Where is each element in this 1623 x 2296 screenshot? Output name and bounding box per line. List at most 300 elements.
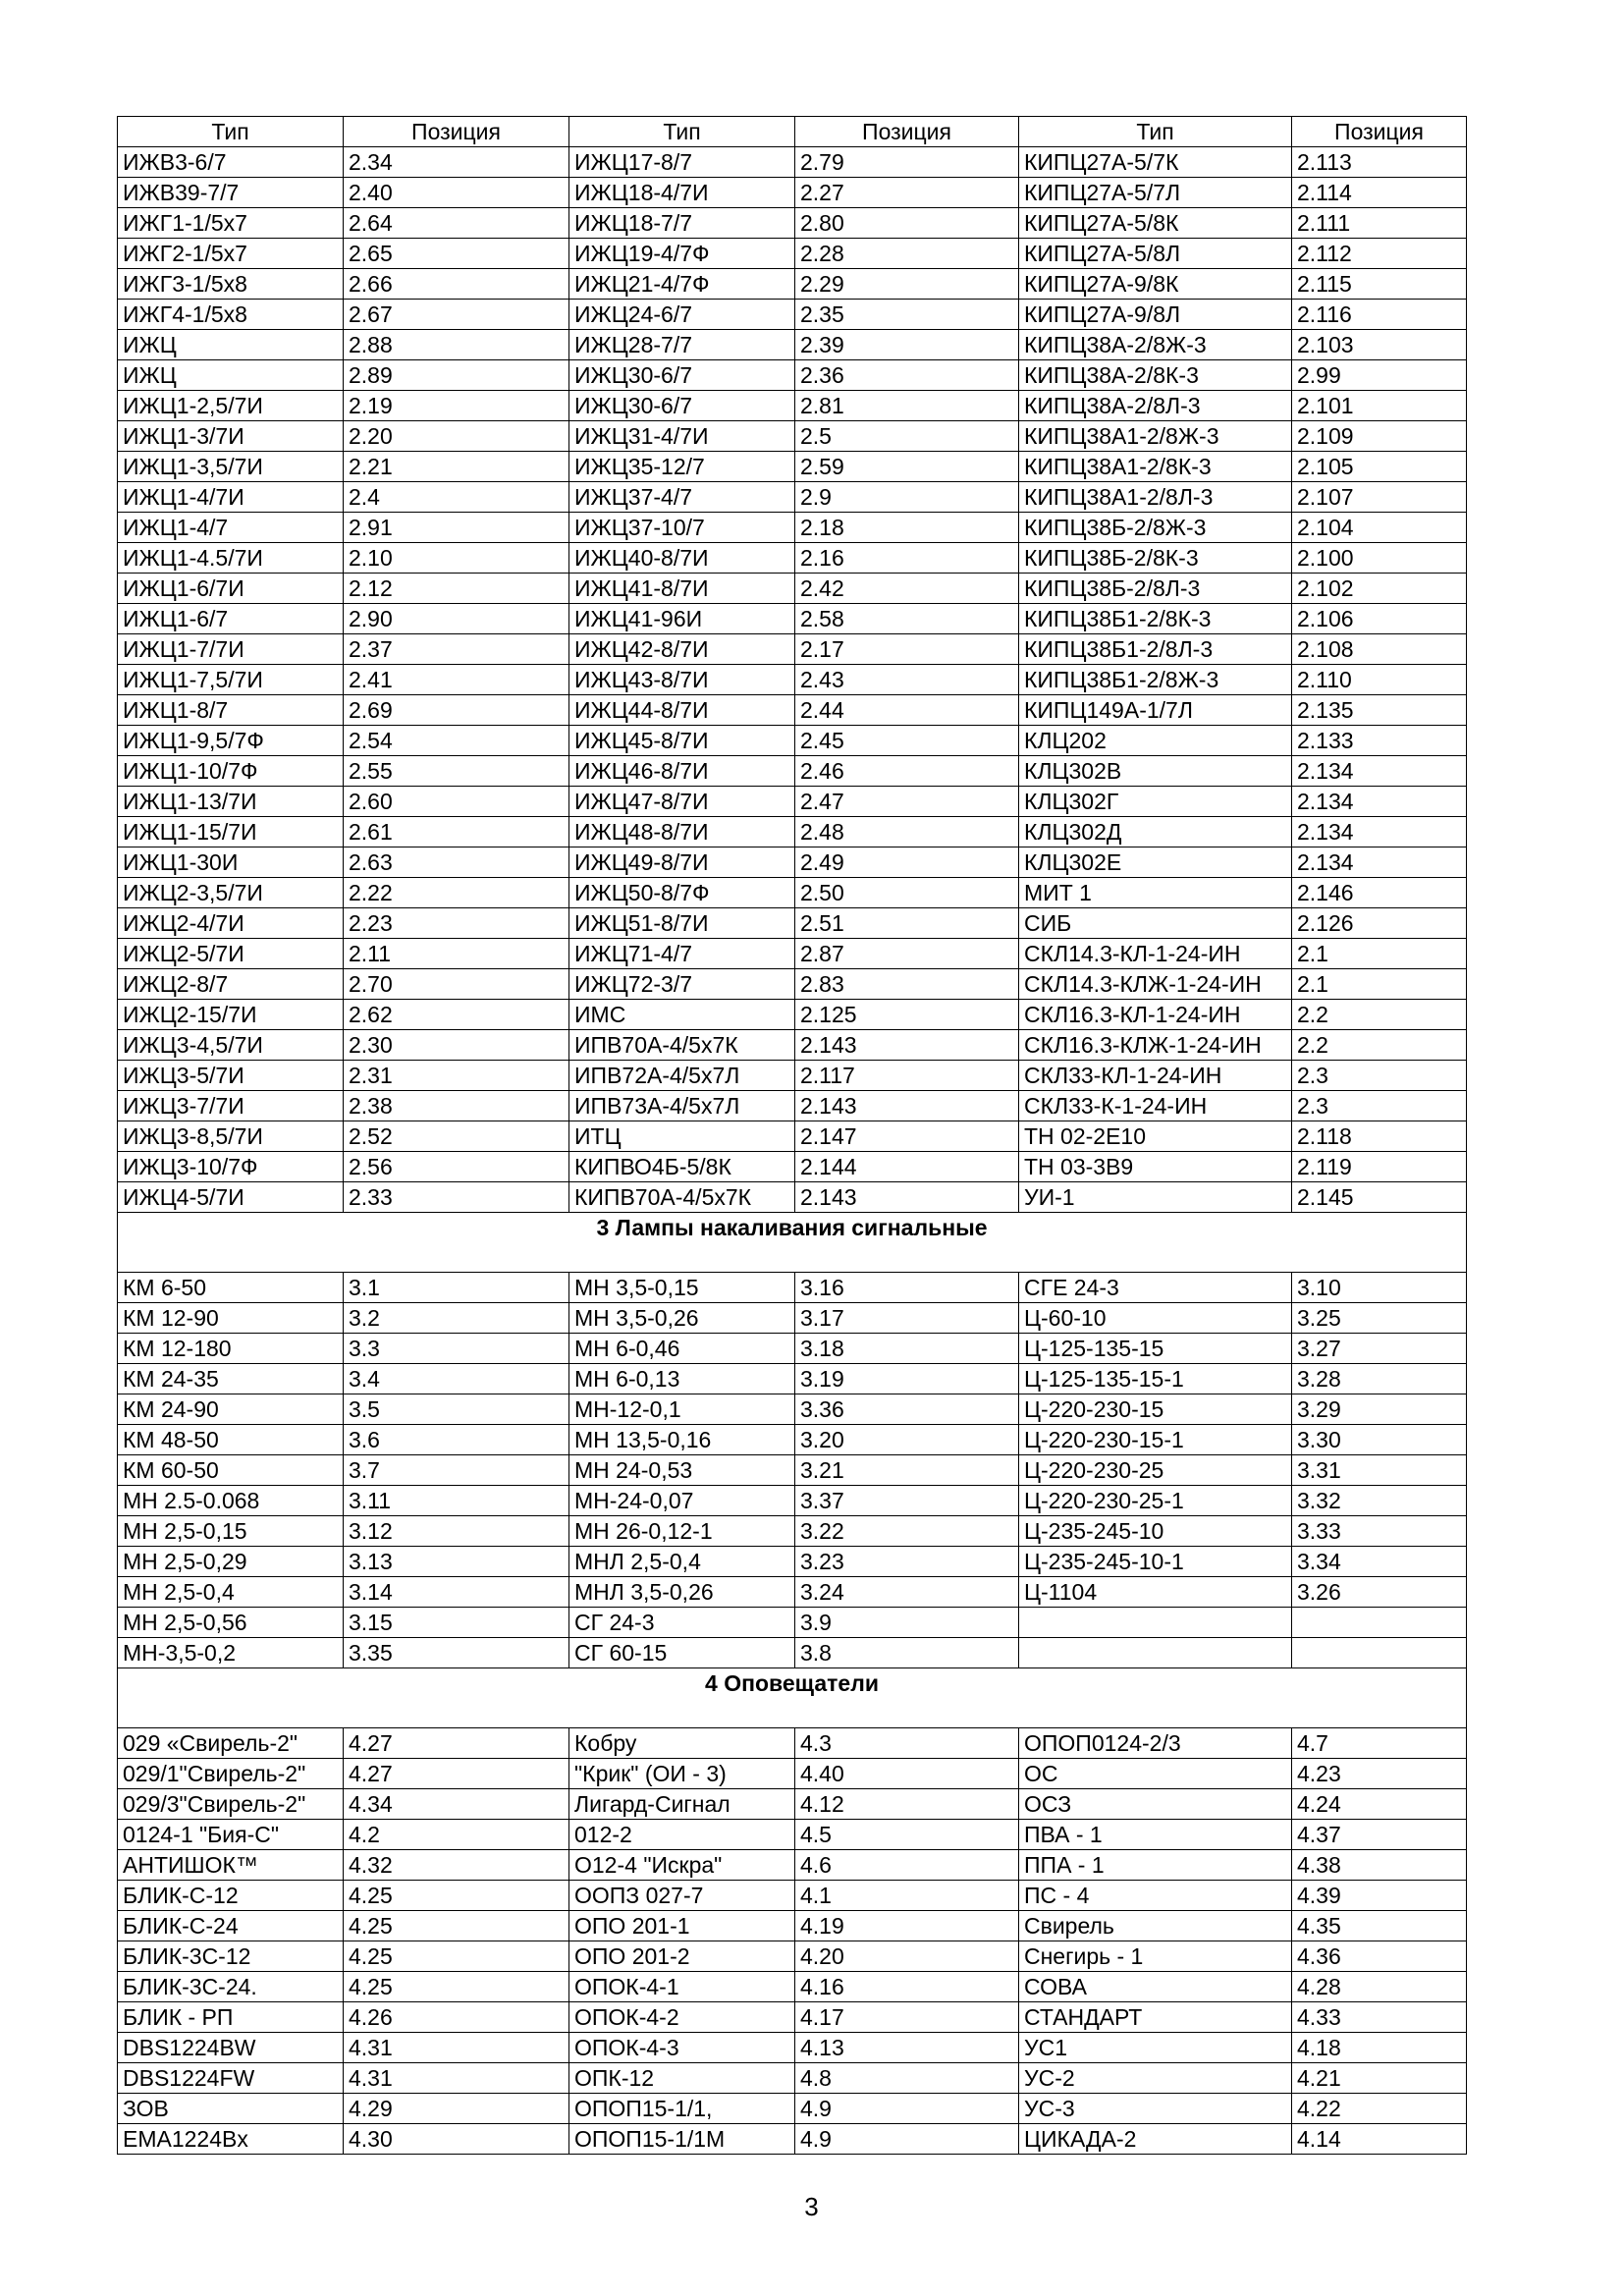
type-cell: ИПВ70А-4/5х7К: [569, 1030, 795, 1061]
position-cell: 2.105: [1292, 452, 1467, 482]
position-cell: 2.111: [1292, 208, 1467, 239]
type-cell: ИЖЦ2-3,5/7И: [118, 878, 344, 908]
type-cell: ИЖЦ1-4/7И: [118, 482, 344, 513]
type-cell: ИЖЦ24-6/7: [569, 300, 795, 330]
position-cell: 4.39: [1292, 1881, 1467, 1911]
position-cell: 2.4: [344, 482, 569, 513]
type-cell: ЗОВ: [118, 2094, 344, 2124]
type-cell: ИЖЦ1-4.5/7И: [118, 543, 344, 574]
position-cell: 2.28: [795, 239, 1019, 269]
position-cell: 2.133: [1292, 726, 1467, 756]
type-cell: ИЖВ39-7/7: [118, 178, 344, 208]
position-cell: 2.91: [344, 513, 569, 543]
type-cell: Ц-1104: [1019, 1577, 1292, 1608]
table-body: [118, 117, 1467, 2155]
type-cell: ИЖЦ: [118, 330, 344, 360]
position-cell: 2.51: [795, 908, 1019, 939]
position-cell: 3.4: [344, 1364, 569, 1394]
table-row: [118, 847, 1467, 878]
table-row: [118, 1273, 1467, 1303]
type-cell: ИЖЦ1-8/7: [118, 695, 344, 726]
position-cell: 2.143: [795, 1182, 1019, 1213]
table-row: [118, 1941, 1467, 1972]
type-cell: 029 «Свирель-2": [118, 1728, 344, 1759]
position-cell: 4.16: [795, 1972, 1019, 2002]
type-cell: ЦИКАДА-2: [1019, 2124, 1292, 2155]
type-cell: "Крик" (ОИ - 3): [569, 1759, 795, 1789]
position-cell: 2.62: [344, 1000, 569, 1030]
position-cell: 2.46: [795, 756, 1019, 787]
type-cell: КМ 12-180: [118, 1334, 344, 1364]
position-cell: 2.61: [344, 817, 569, 847]
position-cell: 4.25: [344, 1881, 569, 1911]
position-cell: 2.38: [344, 1091, 569, 1121]
type-cell: КМ 60-50: [118, 1455, 344, 1486]
type-cell: ОПОП15-1/1,: [569, 2094, 795, 2124]
position-cell: 2.69: [344, 695, 569, 726]
position-cell: 2.119: [1292, 1152, 1467, 1182]
type-cell: ИЖЦ1-3/7И: [118, 421, 344, 452]
position-cell: 3.13: [344, 1547, 569, 1577]
position-cell: 2.58: [795, 604, 1019, 634]
type-cell: БЛИК-С-24: [118, 1911, 344, 1941]
position-cell: 4.22: [1292, 2094, 1467, 2124]
position-cell: 3.27: [1292, 1334, 1467, 1364]
type-cell: 029/3"Свирель-2": [118, 1789, 344, 1820]
type-cell: ИЖГ3-1/5х8: [118, 269, 344, 300]
type-cell: МН 13,5-0,16: [569, 1425, 795, 1455]
position-cell: 3.22: [795, 1516, 1019, 1547]
position-cell: 2.108: [1292, 634, 1467, 665]
position-cell: 3.33: [1292, 1516, 1467, 1547]
type-cell: КИПЦ38Б1-2/8Ж-3: [1019, 665, 1292, 695]
position-cell: 2.99: [1292, 360, 1467, 391]
type-cell: Свирель: [1019, 1911, 1292, 1941]
type-cell: ИЖЦ1-6/7И: [118, 574, 344, 604]
type-cell: ИЖЦ17-8/7: [569, 147, 795, 178]
position-cell: 2.145: [1292, 1182, 1467, 1213]
position-cell: 4.32: [344, 1850, 569, 1881]
type-cell: МН 6-0,13: [569, 1364, 795, 1394]
type-cell: ОПК-12: [569, 2063, 795, 2094]
type-cell: СКЛ14.3-КЛЖ-1-24-ИН: [1019, 969, 1292, 1000]
table-row: [118, 2124, 1467, 2155]
type-cell: ИЖЦ1-3,5/7И: [118, 452, 344, 482]
table-row: [118, 1091, 1467, 1121]
type-cell: ИМС: [569, 1000, 795, 1030]
type-cell: ИЖЦ35-12/7: [569, 452, 795, 482]
type-cell: ИЖЦ28-7/7: [569, 330, 795, 360]
position-cell: 2.12: [344, 574, 569, 604]
position-cell: 2.107: [1292, 482, 1467, 513]
position-cell: 4.31: [344, 2063, 569, 2094]
type-cell: ИЖЦ3-5/7И: [118, 1061, 344, 1091]
section-title-row: [118, 1213, 1467, 1273]
type-cell: МН 2,5-0,4: [118, 1577, 344, 1608]
type-cell: ИЖГ4-1/5х8: [118, 300, 344, 330]
position-cell: 2.80: [795, 208, 1019, 239]
type-cell: МН 2,5-0,56: [118, 1608, 344, 1638]
type-cell: ИЖЦ37-10/7: [569, 513, 795, 543]
table-row: [118, 1850, 1467, 1881]
position-cell: 2.66: [344, 269, 569, 300]
position-cell: 3.36: [795, 1394, 1019, 1425]
position-cell: 2.43: [795, 665, 1019, 695]
position-cell: 2.19: [344, 391, 569, 421]
position-cell: 2.49: [795, 847, 1019, 878]
type-cell: ИЖЦ1-6/7: [118, 604, 344, 634]
type-cell: ИЖЦ1-4/7: [118, 513, 344, 543]
type-cell: СКЛ16.3-КЛЖ-1-24-ИН: [1019, 1030, 1292, 1061]
type-cell: УИ-1: [1019, 1182, 1292, 1213]
type-cell: ПС - 4: [1019, 1881, 1292, 1911]
type-cell: Ц-125-135-15-1: [1019, 1364, 1292, 1394]
table-row: [118, 421, 1467, 452]
type-cell: ИЖЦ41-96И: [569, 604, 795, 634]
table-row: [118, 695, 1467, 726]
position-cell: 3.19: [795, 1364, 1019, 1394]
type-cell: КИПВ70А-4/5х7К: [569, 1182, 795, 1213]
position-cell: 4.9: [795, 2124, 1019, 2155]
position-cell: 2.104: [1292, 513, 1467, 543]
type-cell: ИЖЦ1-9,5/7Ф: [118, 726, 344, 756]
position-cell: 2.27: [795, 178, 1019, 208]
type-cell: ИЖЦ2-15/7И: [118, 1000, 344, 1030]
position-cell: 4.36: [1292, 1941, 1467, 1972]
position-cell: 3.11: [344, 1486, 569, 1516]
type-cell: МН 3,5-0,26: [569, 1303, 795, 1334]
position-cell: 3.37: [795, 1486, 1019, 1516]
type-cell: МН-3,5-0,2: [118, 1638, 344, 1668]
type-cell: УС1: [1019, 2033, 1292, 2063]
position-cell: 4.18: [1292, 2033, 1467, 2063]
page-number: 3: [804, 2192, 819, 2221]
type-cell: ИЖЦ30-6/7: [569, 360, 795, 391]
position-cell: 2.30: [344, 1030, 569, 1061]
header-cell-position-2: Позиция: [795, 117, 1019, 147]
position-cell: 3.21: [795, 1455, 1019, 1486]
type-cell: ООПЗ 027-7: [569, 1881, 795, 1911]
type-cell: КМ 24-90: [118, 1394, 344, 1425]
table-row: [118, 2063, 1467, 2094]
type-cell: ИТЦ: [569, 1121, 795, 1152]
type-cell: СОВА: [1019, 1972, 1292, 2002]
position-cell: 2.21: [344, 452, 569, 482]
position-cell: 2.143: [795, 1030, 1019, 1061]
position-cell: 2.44: [795, 695, 1019, 726]
table-row: [118, 269, 1467, 300]
table-row: [118, 1881, 1467, 1911]
type-cell: КИПЦ38Б1-2/8К-3: [1019, 604, 1292, 634]
type-cell: 029/1"Свирель-2": [118, 1759, 344, 1789]
type-cell: СКЛ33-К-1-24-ИН: [1019, 1091, 1292, 1121]
table-row: [118, 239, 1467, 269]
type-cell: ИЖЦ18-7/7: [569, 208, 795, 239]
table-row: [118, 1364, 1467, 1394]
type-cell: АНТИШОК™: [118, 1850, 344, 1881]
position-cell: 3.35: [344, 1638, 569, 1668]
position-cell: 3.25: [1292, 1303, 1467, 1334]
position-cell: 2.100: [1292, 543, 1467, 574]
table-row: [118, 1030, 1467, 1061]
type-cell: КМ 48-50: [118, 1425, 344, 1455]
table-row: [118, 513, 1467, 543]
type-cell: ИЖВ3-6/7: [118, 147, 344, 178]
position-cell: 3.23: [795, 1547, 1019, 1577]
position-cell: 4.23: [1292, 1759, 1467, 1789]
position-cell: 2.83: [795, 969, 1019, 1000]
table-row: [118, 604, 1467, 634]
type-cell: КИПЦ38А-2/8Ж-3: [1019, 330, 1292, 360]
position-cell: 3.12: [344, 1516, 569, 1547]
position-cell: 2.9: [795, 482, 1019, 513]
position-cell: 2.42: [795, 574, 1019, 604]
type-cell: ОПОК-4-1: [569, 1972, 795, 2002]
type-cell: ИЖЦ37-4/7: [569, 482, 795, 513]
header-row: [118, 117, 1467, 147]
position-cell: 4.2: [344, 1820, 569, 1850]
position-cell: 3.8: [795, 1638, 1019, 1668]
type-cell: ИЖЦ4-5/7И: [118, 1182, 344, 1213]
type-cell: ИЖЦ72-3/7: [569, 969, 795, 1000]
position-cell: 2.34: [344, 147, 569, 178]
position-cell: 2.114: [1292, 178, 1467, 208]
type-cell: КИПЦ27А-5/7Л: [1019, 178, 1292, 208]
type-cell: ОПОП15-1/1М: [569, 2124, 795, 2155]
type-cell: Кобру: [569, 1728, 795, 1759]
type-cell: СГ 24-3: [569, 1608, 795, 1638]
position-cell: 2.48: [795, 817, 1019, 847]
position-cell: 2.146: [1292, 878, 1467, 908]
position-cell: 2.109: [1292, 421, 1467, 452]
type-cell: КЛЦ302Е: [1019, 847, 1292, 878]
type-cell: КИПЦ149А-1/7Л: [1019, 695, 1292, 726]
position-cell: 3.2: [344, 1303, 569, 1334]
position-cell: 2.31: [344, 1061, 569, 1091]
position-cell: 4.33: [1292, 2002, 1467, 2033]
position-cell: 2.144: [795, 1152, 1019, 1182]
table-row: [118, 1000, 1467, 1030]
position-cell: 2.89: [344, 360, 569, 391]
type-cell: КИПЦ38А-2/8Л-3: [1019, 391, 1292, 421]
type-cell: DBS1224FW: [118, 2063, 344, 2094]
type-cell: КИПЦ38Б-2/8К-3: [1019, 543, 1292, 574]
type-cell: МН 26-0,12-1: [569, 1516, 795, 1547]
type-cell: КИПЦ38Б1-2/8Л-3: [1019, 634, 1292, 665]
position-cell: 4.25: [344, 1911, 569, 1941]
position-cell: 2.125: [795, 1000, 1019, 1030]
type-cell: ИЖЦ18-4/7И: [569, 178, 795, 208]
table-row: [118, 178, 1467, 208]
type-cell: Ц-220-230-25: [1019, 1455, 1292, 1486]
type-cell: 012-2: [569, 1820, 795, 1850]
type-cell: Ц-60-10: [1019, 1303, 1292, 1334]
type-cell: ИЖЦ46-8/7И: [569, 756, 795, 787]
type-cell: Ц-220-230-25-1: [1019, 1486, 1292, 1516]
type-cell: О12-4 "Искра": [569, 1850, 795, 1881]
type-cell: ИЖЦ1-30И: [118, 847, 344, 878]
type-cell: КМ 24-35: [118, 1364, 344, 1394]
position-cell: 2.20: [344, 421, 569, 452]
table-row: [118, 574, 1467, 604]
type-cell: ИЖЦ3-8,5/7И: [118, 1121, 344, 1152]
table-row: [118, 1638, 1467, 1668]
table-row: [118, 147, 1467, 178]
type-cell: ОСЗ: [1019, 1789, 1292, 1820]
type-cell: ИПВ73А-4/5х7Л: [569, 1091, 795, 1121]
position-cell: 2.79: [795, 147, 1019, 178]
position-cell: 3.15: [344, 1608, 569, 1638]
position-cell: 2.16: [795, 543, 1019, 574]
type-cell: КИПЦ27А-5/8К: [1019, 208, 1292, 239]
type-cell: ИЖЦ30-6/7: [569, 391, 795, 421]
table-row: [118, 969, 1467, 1000]
table-row: [118, 2033, 1467, 2063]
position-cell: 2.45: [795, 726, 1019, 756]
position-cell: 3.10: [1292, 1273, 1467, 1303]
position-cell: 4.26: [344, 2002, 569, 2033]
position-cell: 3.34: [1292, 1547, 1467, 1577]
position-cell: 4.27: [344, 1759, 569, 1789]
type-cell: ИПВ72А-4/5х7Л: [569, 1061, 795, 1091]
position-cell: 3.1: [344, 1273, 569, 1303]
type-cell: ИЖЦ48-8/7И: [569, 817, 795, 847]
type-cell: ОПО 201-2: [569, 1941, 795, 1972]
type-cell: ИЖЦ1-7/7И: [118, 634, 344, 665]
type-cell: DBS1224BW: [118, 2033, 344, 2063]
table-row: [118, 452, 1467, 482]
position-cell: 2.101: [1292, 391, 1467, 421]
position-cell: 4.12: [795, 1789, 1019, 1820]
type-cell: ППА - 1: [1019, 1850, 1292, 1881]
table-row: [118, 208, 1467, 239]
table-row: [118, 908, 1467, 939]
position-cell: 3.14: [344, 1577, 569, 1608]
position-cell: 2.112: [1292, 239, 1467, 269]
type-cell: ИЖЦ3-4,5/7И: [118, 1030, 344, 1061]
type-cell: ИЖЦ71-4/7: [569, 939, 795, 969]
type-cell: ИЖЦ44-8/7И: [569, 695, 795, 726]
type-cell: МИТ 1: [1019, 878, 1292, 908]
table-row: [118, 2094, 1467, 2124]
position-cell: 3.31: [1292, 1455, 1467, 1486]
position-cell: 2.36: [795, 360, 1019, 391]
position-cell: 4.35: [1292, 1911, 1467, 1941]
type-cell: БЛИК - РП: [118, 2002, 344, 2033]
position-cell: 3.18: [795, 1334, 1019, 1364]
table-row: [118, 939, 1467, 969]
type-cell: ИЖЦ41-8/7И: [569, 574, 795, 604]
position-cell: 2.47: [795, 787, 1019, 817]
position-cell: 3.5: [344, 1394, 569, 1425]
type-cell: ИЖЦ19-4/7Ф: [569, 239, 795, 269]
position-cell: 4.5: [795, 1820, 1019, 1850]
table-row: [118, 1516, 1467, 1547]
position-cell: 2.143: [795, 1091, 1019, 1121]
position-cell: 4.21: [1292, 2063, 1467, 2094]
type-cell: ИЖЦ31-4/7И: [569, 421, 795, 452]
table-row: [118, 1577, 1467, 1608]
table-row: [118, 391, 1467, 421]
table-row: [118, 1486, 1467, 1516]
position-cell: 2.70: [344, 969, 569, 1000]
type-cell: МН 6-0,46: [569, 1334, 795, 1364]
position-cell: 2.90: [344, 604, 569, 634]
position-cell: 4.17: [795, 2002, 1019, 2033]
position-cell: 2.102: [1292, 574, 1467, 604]
position-cell: 2.54: [344, 726, 569, 756]
position-cell: 3.32: [1292, 1486, 1467, 1516]
type-cell: ИЖЦ49-8/7И: [569, 847, 795, 878]
type-cell: СГЕ 24-3: [1019, 1273, 1292, 1303]
table-row: [118, 1152, 1467, 1182]
type-cell: КИПЦ38Б-2/8Л-3: [1019, 574, 1292, 604]
position-cell: 4.37: [1292, 1820, 1467, 1850]
table-row: [118, 543, 1467, 574]
position-cell: 3.3: [344, 1334, 569, 1364]
position-cell: 3.20: [795, 1425, 1019, 1455]
type-cell: ИЖЦ: [118, 360, 344, 391]
position-cell: 4.7: [1292, 1728, 1467, 1759]
type-cell: EMA1224Bx: [118, 2124, 344, 2155]
position-cell: 2.116: [1292, 300, 1467, 330]
table-row: [118, 1455, 1467, 1486]
type-cell: ИЖЦ2-8/7: [118, 969, 344, 1000]
type-cell: ИЖЦ3-10/7Ф: [118, 1152, 344, 1182]
position-cell: 4.28: [1292, 1972, 1467, 2002]
position-cell: 2.134: [1292, 756, 1467, 787]
position-cell: 3.6: [344, 1425, 569, 1455]
type-cell: МН 3,5-0,15: [569, 1273, 795, 1303]
position-cell: 4.30: [344, 2124, 569, 2155]
position-cell: 2.23: [344, 908, 569, 939]
table-row: [118, 482, 1467, 513]
position-cell: 4.19: [795, 1911, 1019, 1941]
header-cell-type-2: Тип: [569, 117, 795, 147]
position-cell: 2.11: [344, 939, 569, 969]
position-cell: 2.3: [1292, 1061, 1467, 1091]
table-row: [118, 1425, 1467, 1455]
table-row: [118, 726, 1467, 756]
position-cell: 2.134: [1292, 817, 1467, 847]
position-cell: 3.26: [1292, 1577, 1467, 1608]
type-cell: ИЖЦ1-7,5/7И: [118, 665, 344, 695]
type-cell: МН 24-0,53: [569, 1455, 795, 1486]
section-title-row: [118, 1668, 1467, 1728]
position-cell: 2.18: [795, 513, 1019, 543]
type-cell: МН 2.5-0.068: [118, 1486, 344, 1516]
position-cell: 4.1: [795, 1881, 1019, 1911]
type-cell: [1019, 1608, 1292, 1638]
type-cell: ИЖЦ47-8/7И: [569, 787, 795, 817]
table-row: [118, 634, 1467, 665]
position-cell: 2.35: [795, 300, 1019, 330]
table-row: [118, 1608, 1467, 1638]
position-cell: 2.65: [344, 239, 569, 269]
table-row: [118, 1303, 1467, 1334]
position-cell: 4.34: [344, 1789, 569, 1820]
position-cell: 4.20: [795, 1941, 1019, 1972]
type-cell: МНЛ 3,5-0,26: [569, 1577, 795, 1608]
position-cell: 2.110: [1292, 665, 1467, 695]
position-cell: 2.5: [795, 421, 1019, 452]
position-cell: 4.6: [795, 1850, 1019, 1881]
position-cell: 2.103: [1292, 330, 1467, 360]
type-cell: КИПЦ38А1-2/8К-3: [1019, 452, 1292, 482]
position-cell: 2.2: [1292, 1000, 1467, 1030]
type-cell: КЛЦ302Г: [1019, 787, 1292, 817]
position-cell: 2.3: [1292, 1091, 1467, 1121]
